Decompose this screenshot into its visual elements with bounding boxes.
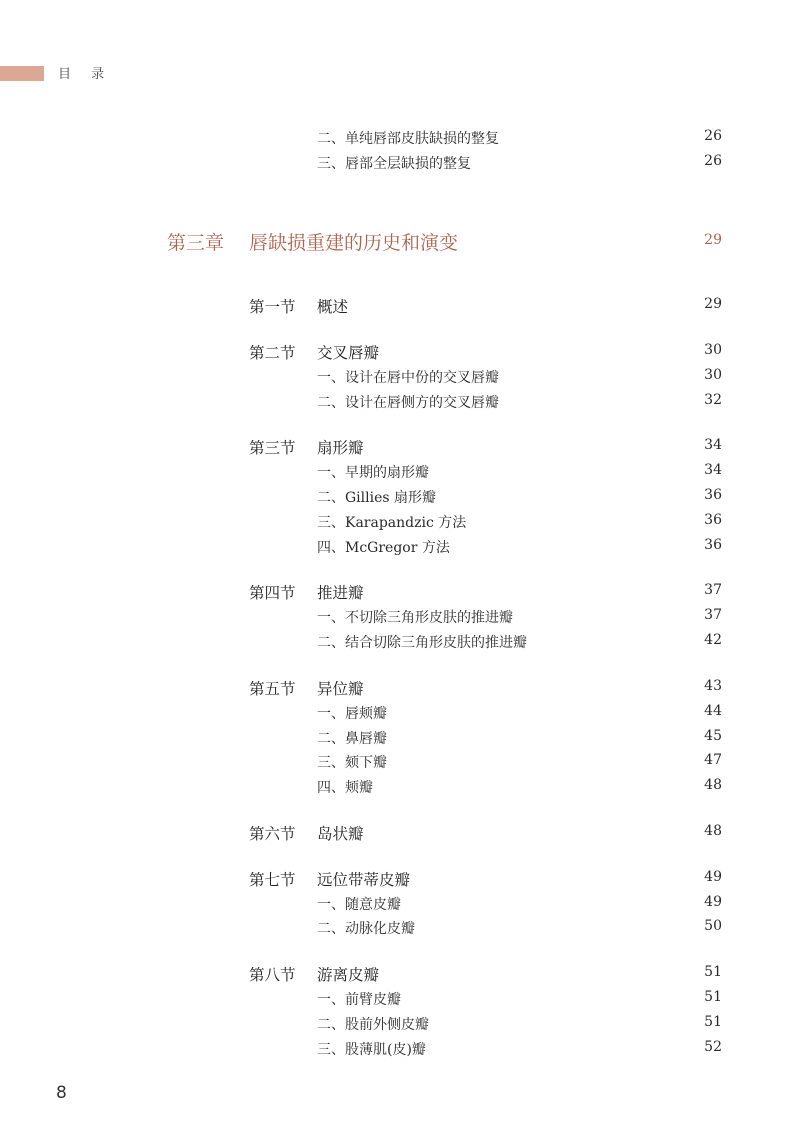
toc-item[interactable]	[0, 487, 800, 511]
section-number: 第一节	[249, 298, 296, 316]
toc-item-page: 47	[704, 752, 722, 768]
toc-item-label: 三、Karapandzic 方法	[317, 515, 467, 531]
section-title: 推进瓣	[317, 584, 364, 602]
toc-item[interactable]	[0, 703, 800, 727]
chapter-page: 29	[704, 232, 722, 248]
section-title: 交叉唇瓣	[317, 344, 380, 362]
section-page: 37	[704, 582, 722, 598]
toc-item-page: 51	[704, 989, 722, 1005]
toc-item[interactable]	[0, 728, 800, 752]
toc-item-label: 一、设计在唇中份的交叉唇瓣	[317, 370, 499, 386]
section-page: 34	[704, 437, 722, 453]
toc-item[interactable]	[0, 752, 800, 776]
toc-item[interactable]	[0, 128, 800, 152]
toc-item-label: 三、颏下瓣	[317, 755, 387, 771]
toc-item-label: 二、动脉化皮瓣	[317, 921, 415, 937]
section-number: 第二节	[249, 344, 296, 362]
toc-item-label: 二、鼻唇瓣	[317, 731, 387, 747]
section-number: 第八节	[249, 966, 296, 984]
toc-item-page: 42	[704, 632, 722, 648]
toc-item-page: 36	[704, 512, 722, 528]
toc-section[interactable]	[0, 582, 800, 606]
section-number: 第七节	[249, 871, 296, 889]
toc-section[interactable]	[0, 296, 800, 320]
chapter-title: 唇缺损重建的历史和演变	[249, 232, 459, 254]
section-title: 异位瓣	[317, 680, 364, 698]
toc-chapter[interactable]	[0, 232, 800, 256]
toc-item-label: 二、股前外侧皮瓣	[317, 1017, 429, 1033]
section-number: 第三节	[249, 439, 296, 457]
toc-item-label: 四、颊瓣	[317, 780, 373, 796]
header-title: 目 录	[58, 67, 113, 82]
section-page: 30	[704, 342, 722, 358]
toc-item-label: 一、早期的扇形瓣	[317, 465, 429, 481]
toc-item-label: 一、随意皮瓣	[317, 897, 401, 913]
toc-item-page: 36	[704, 537, 722, 553]
toc-item-page: 45	[704, 728, 722, 744]
toc-section[interactable]	[0, 964, 800, 988]
toc-item-label: 二、设计在唇侧方的交叉唇瓣	[317, 395, 499, 411]
toc-item[interactable]	[0, 537, 800, 561]
section-number: 第五节	[249, 680, 296, 698]
toc-item[interactable]	[0, 1039, 800, 1063]
section-page: 43	[704, 678, 722, 694]
toc-item[interactable]	[0, 777, 800, 801]
toc-item-page: 26	[704, 128, 722, 144]
section-number: 第六节	[249, 825, 296, 843]
section-title: 扇形瓣	[317, 439, 364, 457]
toc-section[interactable]	[0, 437, 800, 461]
toc-item-label: 一、唇颊瓣	[317, 706, 387, 722]
section-number: 第四节	[249, 584, 296, 602]
toc-item-label: 二、Gillies 扇形瓣	[317, 490, 437, 506]
toc-item-label: 二、单纯唇部皮肤缺损的整复	[317, 131, 499, 147]
toc-item[interactable]	[0, 989, 800, 1013]
toc-item-page: 44	[704, 703, 722, 719]
toc-item-label: 四、McGregor 方法	[317, 540, 450, 556]
toc-item-label: 一、不切除三角形皮肤的推进瓣	[317, 610, 513, 626]
toc-item-label: 一、前臂皮瓣	[317, 992, 401, 1008]
toc-item-page: 32	[704, 392, 722, 408]
toc-item-page: 49	[704, 894, 722, 910]
section-page: 48	[704, 823, 722, 839]
header-accent-bar	[0, 66, 44, 81]
toc-item-page: 48	[704, 777, 722, 793]
toc-item-page: 30	[704, 367, 722, 383]
toc-item[interactable]	[0, 894, 800, 918]
toc-item[interactable]	[0, 512, 800, 536]
toc-item-page: 26	[704, 153, 722, 169]
toc-section[interactable]	[0, 869, 800, 893]
section-title: 岛状瓣	[317, 825, 364, 843]
toc-item-page: 52	[704, 1039, 722, 1055]
toc-item[interactable]	[0, 607, 800, 631]
toc-item-label: 三、股薄肌(皮)瓣	[317, 1042, 426, 1058]
toc-item-page: 50	[704, 918, 722, 934]
toc-item[interactable]	[0, 1014, 800, 1038]
section-page: 49	[704, 869, 722, 885]
toc-item[interactable]	[0, 367, 800, 391]
toc-item[interactable]	[0, 632, 800, 656]
toc-item-page: 34	[704, 462, 722, 478]
toc-item-label: 二、结合切除三角形皮肤的推进瓣	[317, 635, 527, 651]
toc-item-label: 三、唇部全层缺损的整复	[317, 156, 471, 172]
toc-item-page: 51	[704, 1014, 722, 1030]
toc-item-page: 36	[704, 487, 722, 503]
toc-item-page: 37	[704, 607, 722, 623]
toc-item[interactable]	[0, 392, 800, 416]
section-title: 远位带蒂皮瓣	[317, 871, 411, 889]
page-number: 8	[56, 1083, 67, 1103]
toc-section[interactable]	[0, 342, 800, 366]
toc-item[interactable]	[0, 462, 800, 486]
section-page: 29	[704, 296, 722, 312]
section-page: 51	[704, 964, 722, 980]
toc-section[interactable]	[0, 823, 800, 847]
toc-item[interactable]	[0, 918, 800, 942]
toc-section[interactable]	[0, 678, 800, 702]
toc-item[interactable]	[0, 153, 800, 177]
section-title: 游离皮瓣	[317, 966, 380, 984]
section-title: 概述	[317, 298, 349, 316]
chapter-number: 第三章	[167, 232, 225, 254]
